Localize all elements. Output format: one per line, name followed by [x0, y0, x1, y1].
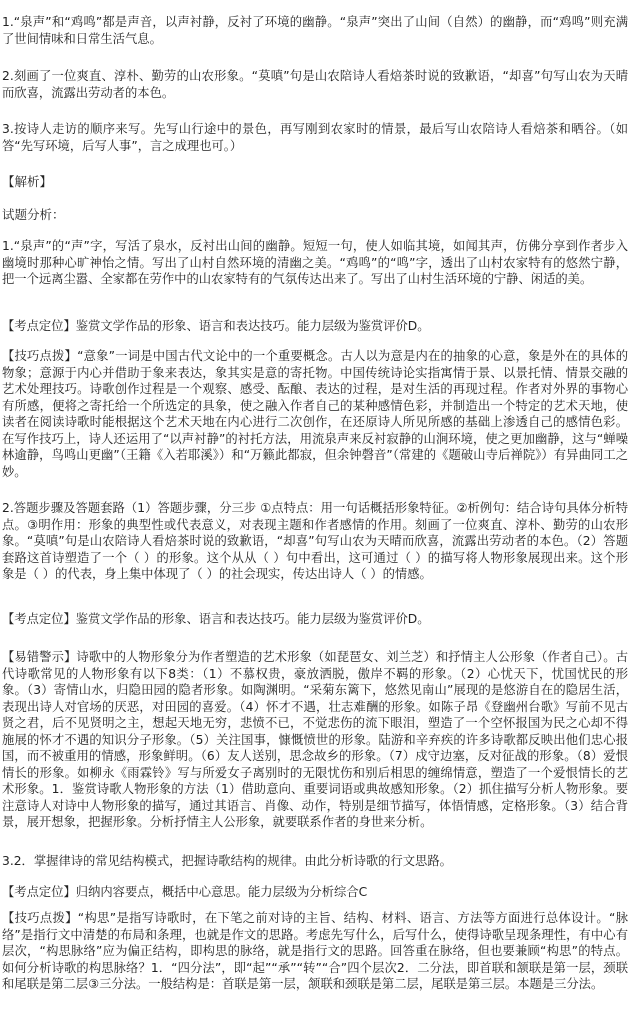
answer-3: 3.按诗人走访的顺序来写。先写山行途中的景色，再写刚到农家时的情景，最后写山农陪诗人看焙茶和晒谷。（如答“先写环境，后写人事”，言之成理也可。）	[2, 122, 628, 153]
analysis-para-1: 1.“泉声”的“声”字，写活了泉水，反衬出山间的幽静。短短一句，使人如临其境，如闻其声，仿佛分享到作者步入幽境时那种心旷神怡之情。写出了山村自然环境的清幽之美。“鸡鸣”的“鸣”字，透出了山村农家特有的悠然宁静，把一个远离尘嚣、全家都在劳作中的山农家特有的气氛传达出来了。写出了山村生活环境的宁静、闲适的美。	[2, 239, 628, 286]
analysis-heading: 试题分析：	[2, 207, 65, 222]
kaodian-3: 【考点定位】归纳内容要点，概括中心意思。能力层级为分析综合C	[2, 885, 368, 899]
kaodian-1: 【考点定位】鉴赏文学作品的形象、语言和表达技巧。能力层级为鉴赏评价D。	[2, 319, 430, 333]
yicuo-warning: 【易错警示】诗歌中的人物形象分为作者塑造的艺术形象（如琵琶女、刘兰芝）和抒情主人公形象（作者自己）。古代诗歌常见的人物形象有以下8类：（1）不慕权贵，豪放洒脱，傲岸不羁的形象。（2）心忧天下，忧国忧民的形象。（3）寄情山水，归隐田园的隐者形象。如陶渊明。“采菊东篱下，悠然见南山”展现的是悠游自在的隐居生活，表现出诗人对官场的厌恶，对田园的喜爱。（4）怀才不遇，壮志难酬的形象。如陈子昂《登幽州台歌》写前不见古贤之君，后不见贤明之主，想起天地无穷，悲愤不已，不觉悲伤的流下眼泪，塑造了一个空怀报国为民之心却不得施展的怀才不遇的知识分子形象。（5）关注国事，慷慨愤世的形象。陆游和辛弃疾的许多诗歌都反映出他们忠心报国，而不被重用的情感，形象鲜明。（6）友人送别，思念故乡的形象。（7）戍守边塞，反对征战的形象。（8）爱恨情长的形象。如柳永《雨霖铃》写与所爱女子离别时的无限忧伤和别后相思的缠绵情意，塑造了一个爱恨情长的艺术形象。1．鉴赏诗歌人物形象的方法（1）借助意向、重要词语或典故感知形象。（2）抓住描写分析人物形象。要注意诗人对诗中人物形象的描写，通过其语言、肖像、动作，特别是细节描写，体悟情感，定格形象。（3）结合背景，展开想象，把握形象。分析抒情主人公形象，就要联系作者的身世来分析。	[2, 650, 628, 829]
analysis-para-3: 3.2．掌握律诗的常见结构模式，把握诗歌结构的规律。由此分析诗歌的行文思路。	[2, 854, 452, 868]
kaodian-2: 【考点定位】鉴赏文学作品的形象、语言和表达技巧。能力层级为鉴赏评价D。	[2, 612, 430, 626]
jiqiao-2: 【技巧点拨】“构思”是指写诗歌时，在下笔之前对诗的主旨、结构、材料、语言、方法等方面进行总体设计。“脉络”是指行文中清楚的布局和条理，也就是作文的思路。考虑先写什么，后写什么，使得诗歌呈现条理性，有中心有层次，“构思脉络”应为偏正结构，即构思的脉络，就是指行文的思路。回答重在脉络，但也要兼顾“构思”的特点。如何分析诗歌的构思脉络？1．“四分法”，即“起”“承”“转”“合”四个层次2．二分法，即首联和颔联是第一层，颈联和尾联是第二层③三分法。一般结构是：首联是第一层，颔联和颈联是第二层，尾联是第三层。本题是三分法。	[2, 911, 628, 991]
analysis-para-2: 2.答题步骤及答题套路（1）答题步骤，分三步 ①点特点：用一句话概括形象特征。②析例句：结合诗句具体分析特点。③明作用：形象的典型性或代表意义，对表现主题和作者感情的作用。刻画了一位爽直、淳朴、勤劳的山农形象。“莫嗔”句是山农陪诗人看焙茶时说的致歉语，“却喜”句写山农为天晴而欣喜，流露出劳动者的本色。（2）答题套路这首诗塑造了一个（ ）的形象。这个从从（ ）句中看出，这可通过（ ）的描写将人物形象展现出来。这个形象是（ ）的代表，身上集中体现了（ ）的社会现实，传达出诗人（ ）的情感。	[2, 501, 628, 581]
jiqiao-1: 【技巧点拨】“意象”一词是中国古代文论中的一个重要概念。古人以为意是内在的抽象的心意，象是外在的具体的物象；意源于内心并借助于象来表达，象其实是意的寄托物。中国传统诗论实指寓情于景、以景托情、情景交融的艺术处理技巧。诗歌创作过程是一个观察、感受、酝酿、表达的过程，是对生活的再现过程。作者对外界的事物心有所感，便将之寄托给一个所选定的具象，使之融入作者自己的某种感情色彩，并制造出一个特定的艺术天地，使读者在阅读诗歌时能根据这个艺术天地在内心进行二次创作，在还原诗人所见所感的基础上渗透自己的感情色彩。在写作技巧上，诗人还运用了“以声衬静”的衬托方法，用流泉声来反衬寂静的山涧环境，使之更加幽静，这与“蝉噪林逾静，鸟鸣山更幽”（王籍《入若耶溪》）和“万籁此都寂，但余钟磬音”（常建的《题破山寺后禅院》）有异曲同工之妙。	[2, 349, 628, 479]
answer-1: 1.“泉声”和“鸡鸣”都是声音，以声衬静，反衬了环境的幽静。“泉声”突出了山间（自然）的幽静，而“鸡鸣”则充满了世间情味和日常生活气息。	[2, 15, 628, 46]
jiexi-heading: 【解析】	[2, 174, 53, 189]
answer-2: 2.刻画了一位爽直、淳朴、勤劳的山农形象。“莫嗔”句是山农陪诗人看焙茶时说的致歉语，“却喜”句写山农为天晴而欣喜，流露出劳动者的本色。	[2, 69, 628, 100]
